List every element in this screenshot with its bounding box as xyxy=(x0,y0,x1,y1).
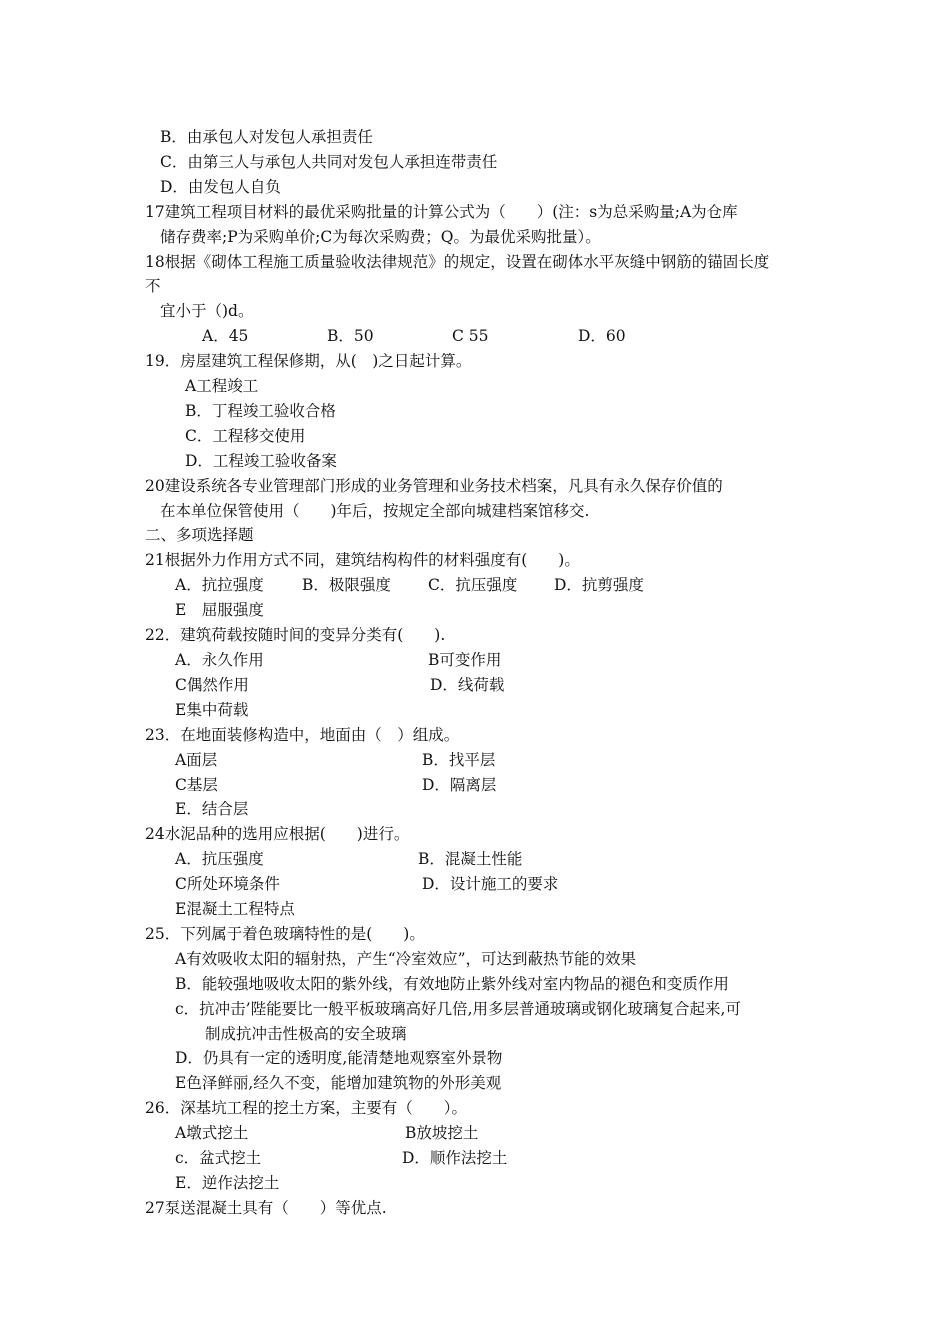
question-19: 19．房屋建筑工程保修期，从( )之日起计算。 xyxy=(145,352,472,370)
question-17-line1: 17建筑工程项目材料的最优采购批量的计算公式为（ ）(注：s为总采购量;A为仓库 xyxy=(145,203,738,221)
option-22-a: A．永久作用 xyxy=(175,651,264,669)
question-25: 25．下列属于着色玻璃特性的是( )。 xyxy=(145,925,425,943)
option-23-b: B．找平层 xyxy=(422,751,496,769)
option-23-e: E．结合层 xyxy=(175,800,249,818)
question-22: 22．建筑荷载按随时间的变异分类有( ). xyxy=(145,626,446,644)
question-26: 26．深基坑工程的挖土方案，主要有（ ）。 xyxy=(145,1099,467,1117)
option-25-c-line2: 制成抗冲击性极高的安全玻璃 xyxy=(205,1025,407,1043)
option-18-d: D．60 xyxy=(578,327,626,345)
option-23-c: C基层 xyxy=(175,776,218,794)
option-19-b: B．丁程竣工验收合格 xyxy=(185,402,336,420)
question-18-line3: 宜小于（)d。 xyxy=(160,302,254,320)
option-16-d: D．由发包人自负 xyxy=(160,178,281,196)
option-25-e: E色泽鲜丽,经久不变，能增加建筑物的外形美观 xyxy=(175,1074,502,1092)
question-20-line1: 20建设系统各专业管理部门形成的业务管理和业务技术档案，凡具有永久保存价值的 xyxy=(145,477,723,495)
option-22-e: E集中荷载 xyxy=(175,701,249,719)
option-24-d: D．设计施工的要求 xyxy=(422,875,559,893)
option-25-a: A有效吸收太阳的辐射热，产生“冷室效应”，可达到蔽热节能的效果 xyxy=(175,950,637,968)
option-16-c: C．由第三人与承包人共同对发包人承担连带责任 xyxy=(160,153,498,171)
option-19-c: C．工程移交使用 xyxy=(185,427,306,445)
option-19-d: D．工程竣工验收备案 xyxy=(185,452,337,470)
option-19-a: A工程竣工 xyxy=(185,377,259,395)
option-25-c-line1: c．抗冲击’陛能要比一般平板玻璃高好几倍,用多层普通玻璃或钢化玻璃复合起来,可 xyxy=(175,1000,741,1018)
option-21-e: E 屈服强度 xyxy=(175,601,264,619)
option-24-c: C所处环境条件 xyxy=(175,875,280,893)
option-24-b: B．混凝土性能 xyxy=(418,850,523,868)
option-25-b: B．能较强地吸收太阳的紫外线，有效地防止紫外线对室内物品的褪色和变质作用 xyxy=(175,975,729,993)
option-26-e: E．逆作法挖土 xyxy=(175,1174,280,1192)
option-21-c: C．抗压强度 xyxy=(428,576,518,594)
option-26-b: B放坡挖土 xyxy=(405,1124,479,1142)
option-16-b: B．由承包人对发包人承担责任 xyxy=(160,128,373,146)
option-18-c: C 55 xyxy=(452,327,489,345)
option-18-a: A．45 xyxy=(202,327,249,345)
option-24-a: A．抗压强度 xyxy=(175,850,264,868)
option-26-d: D．顺作法挖土 xyxy=(402,1149,508,1167)
question-17-line2: 储存费率;P为采购单价;C为每次采购费；Q。为最优采购批量）。 xyxy=(160,228,601,246)
option-22-b: B可变作用 xyxy=(428,651,502,669)
question-24: 24水泥品种的选用应根据( )进行。 xyxy=(145,825,410,843)
option-23-d: D．隔离层 xyxy=(422,776,497,794)
option-25-d: D．仍具有一定的透明度,能清楚地观察室外景物 xyxy=(175,1049,503,1067)
option-24-e: E混凝土工程特点 xyxy=(175,900,295,918)
option-21-b: B．极限强度 xyxy=(302,576,391,594)
option-18-b: B．50 xyxy=(327,327,374,345)
option-26-a: A墩式挖土 xyxy=(175,1124,249,1142)
question-18-line1: 18根据《砌体工程施工质量验收法律规范》的规定，设置在砌体水平灰缝中钢筋的锚固长度 xyxy=(145,253,770,271)
question-21: 21根据外力作用方式不同，建筑结构构件的材料强度有( )。 xyxy=(145,551,580,569)
question-18-line2: 不 xyxy=(145,277,161,295)
question-20-line2: 在本单位保管使用（ )年后，按规定全部向城建档案馆移交. xyxy=(160,502,590,520)
question-27: 27泵送混凝土具有（ ）等优点. xyxy=(145,1199,387,1217)
option-21-d: D．抗剪强度 xyxy=(554,576,644,594)
question-23: 23．在地面装修构造中，地面由（ ）组成。 xyxy=(145,726,460,744)
option-22-c: C偶然作用 xyxy=(175,676,249,694)
option-23-a: A面层 xyxy=(175,751,218,769)
option-26-c: c．盆式挖土 xyxy=(175,1149,262,1167)
option-21-a: A．抗拉强度 xyxy=(175,576,264,594)
option-22-d: D．线荷载 xyxy=(430,676,505,694)
section-heading: 二、多项选择题 xyxy=(145,526,254,544)
